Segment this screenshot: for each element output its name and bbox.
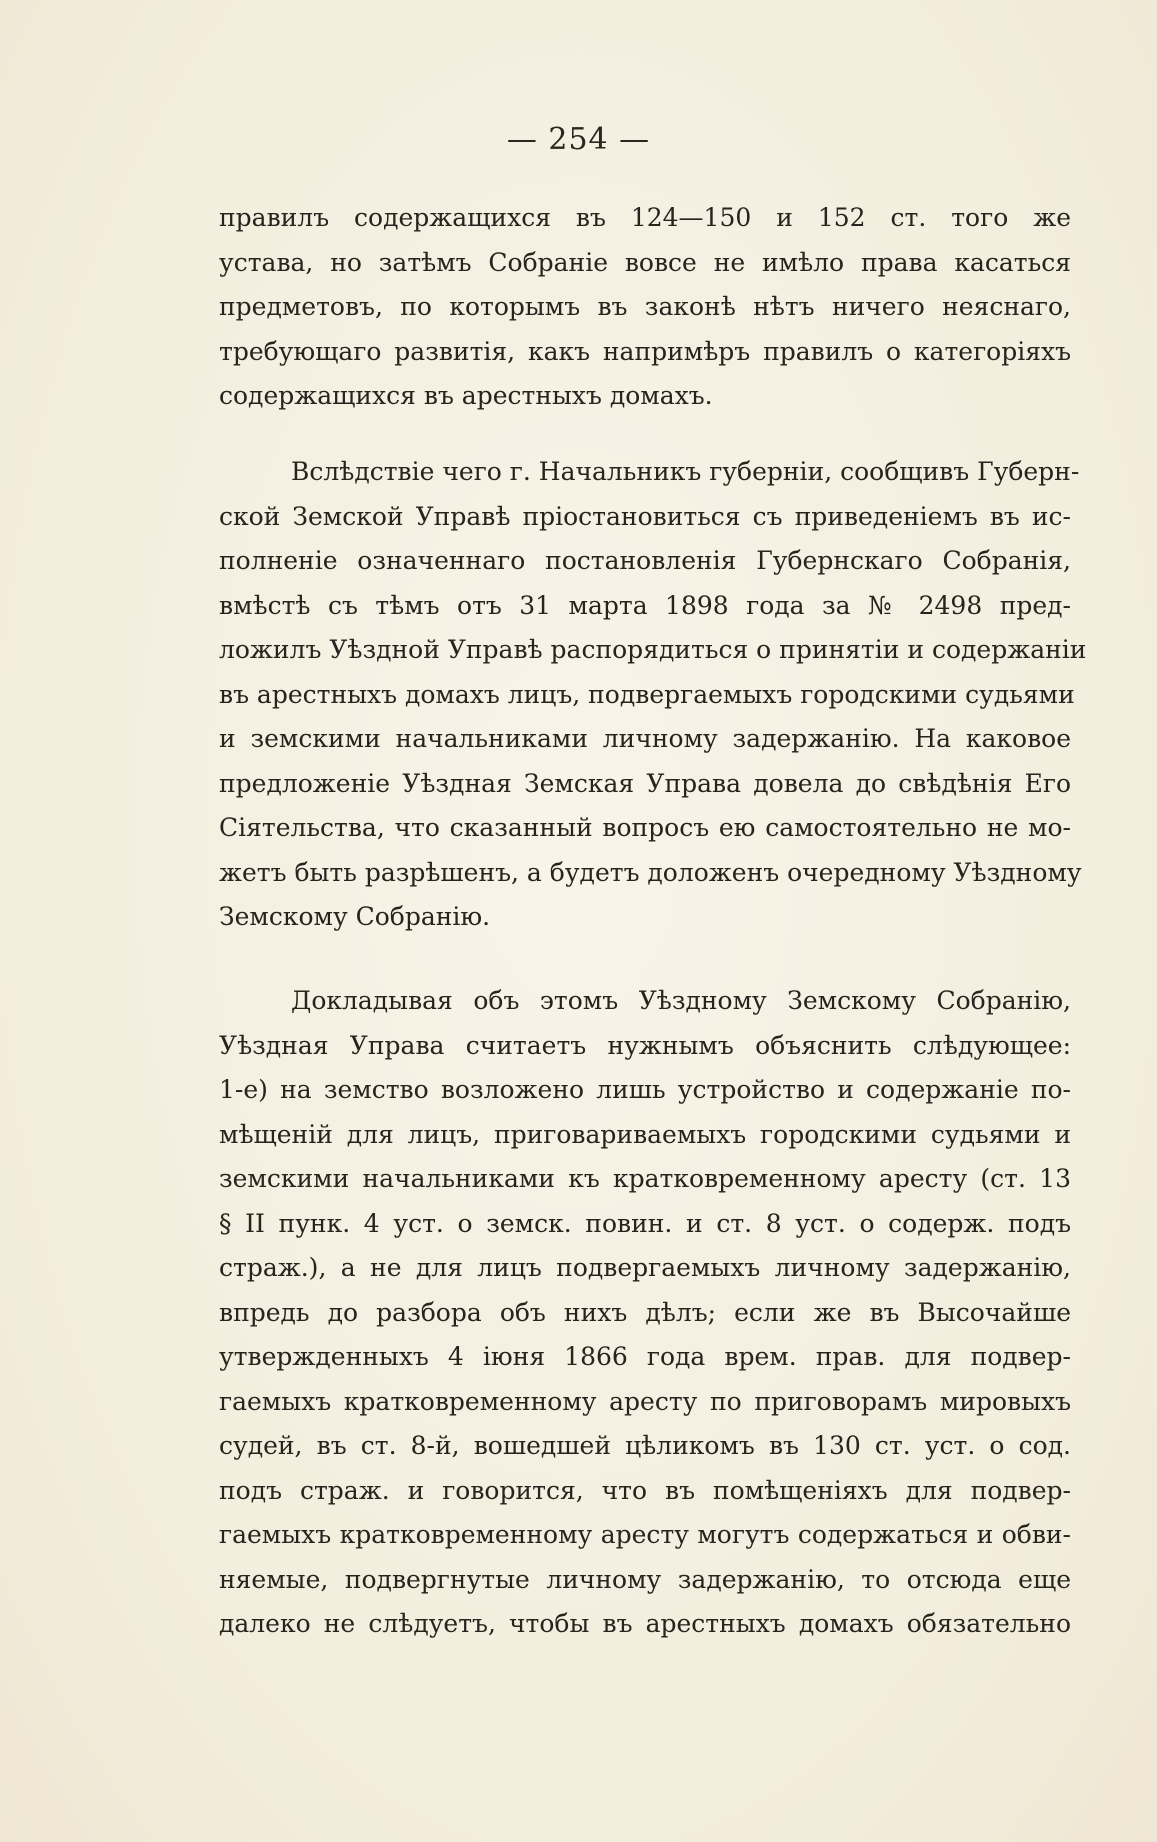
text-line: § II пунк. 4 уст. о земск. повин. и ст. 8 уст. о содерж. подъ — [219, 1208, 1071, 1238]
text-line: устава, но затѣмъ Собраніе вовсе не имѣло права касаться — [219, 247, 1071, 277]
paragraph-1 — [219, 196, 1071, 419]
text-line: подъ страж. и говорится, что въ помѣщеніяхъ для подвер- — [219, 1475, 1071, 1505]
text-line: въ арестныхъ домахъ лицъ, подвергаемыхъ городскими судьями — [219, 679, 1075, 709]
page-number: — 254 — — [506, 122, 651, 157]
text-line: далеко не слѣдуетъ, чтобы въ арестныхъ домахъ обязательно — [219, 1609, 1071, 1638]
text-line: ской Земской Управѣ пріостановиться съ приведеніемъ въ ис- — [219, 501, 1071, 531]
text-line: ложилъ Уѣздной Управѣ распорядиться о принятіи и содержаніи — [219, 635, 1087, 664]
text-line: гаемыхъ кратковременному аресту могутъ содержаться и обви- — [219, 1520, 1071, 1549]
text-line: предложеніе Уѣздная Земская Управа довела до свѣдѣнія Его — [219, 768, 1071, 798]
text-line: и земскими начальниками личному задержанію. На каковое — [219, 724, 1071, 753]
text-line: Земскому Собранію. — [219, 902, 491, 931]
text-line: няемые, подвергнутые личному задержанію, то отсюда еще — [219, 1564, 1071, 1594]
text-line: мѣщеній для лицъ, приговариваемыхъ городскими судьями и — [219, 1119, 1071, 1149]
text-line: жетъ быть разрѣшенъ, а будетъ доложенъ очередному Уѣздному — [219, 857, 1082, 887]
text-line: судей, въ ст. 8-й, вошедшей цѣликомъ въ 130 ст. уст. о сод. — [219, 1431, 1071, 1460]
text-line: Вслѣдствіе чего г. Начальникъ губерніи, сообщивъ Губерн- — [291, 457, 1080, 486]
text-line: предметовъ, по которымъ въ законѣ нѣтъ ничего неяснаго, — [219, 292, 1071, 321]
text-line: страж.), а не для лицъ подвергаемыхъ личному задержанію, — [219, 1253, 1071, 1282]
text-line: Уѣздная Управа считаетъ нужнымъ объяснить слѣдующее: — [219, 1030, 1071, 1060]
text-line: гаемыхъ кратковременному аресту по приговорамъ мировыхъ — [219, 1386, 1071, 1416]
text-line: вмѣстѣ съ тѣмъ отъ 31 марта 1898 года за № 2498 пред- — [219, 590, 1071, 620]
text-line: полненіе означеннаго постановленія Губернскаго Собранія, — [219, 546, 1071, 575]
paragraph-3 — [219, 979, 1071, 1647]
text-line: земскими начальниками къ кратковременному аресту (ст. 13 — [219, 1164, 1071, 1193]
text-line: требующаго развитія, какъ напримѣръ правилъ о категоріяхъ — [219, 336, 1071, 366]
text-line: утвержденныхъ 4 іюня 1866 года врем. прав. для подвер- — [219, 1342, 1071, 1371]
paragraph-2 — [219, 450, 1087, 940]
text-line: правилъ содержащихся въ 124—150 и 152 ст. того же — [219, 203, 1071, 232]
text-line: Докладывая объ этомъ Уѣздному Земскому Собранію, — [291, 986, 1071, 1015]
text-line: содержащихся въ арестныхъ домахъ. — [219, 381, 713, 410]
text-line: Сіятельства, что сказанный вопросъ ею самостоятельно не мо- — [219, 813, 1071, 842]
text-line: 1-е) на земство возложено лишь устройство и содержаніе по- — [219, 1075, 1071, 1104]
text-line: впредь до разбора объ нихъ дѣлъ; если же въ Высочайше — [219, 1297, 1071, 1327]
